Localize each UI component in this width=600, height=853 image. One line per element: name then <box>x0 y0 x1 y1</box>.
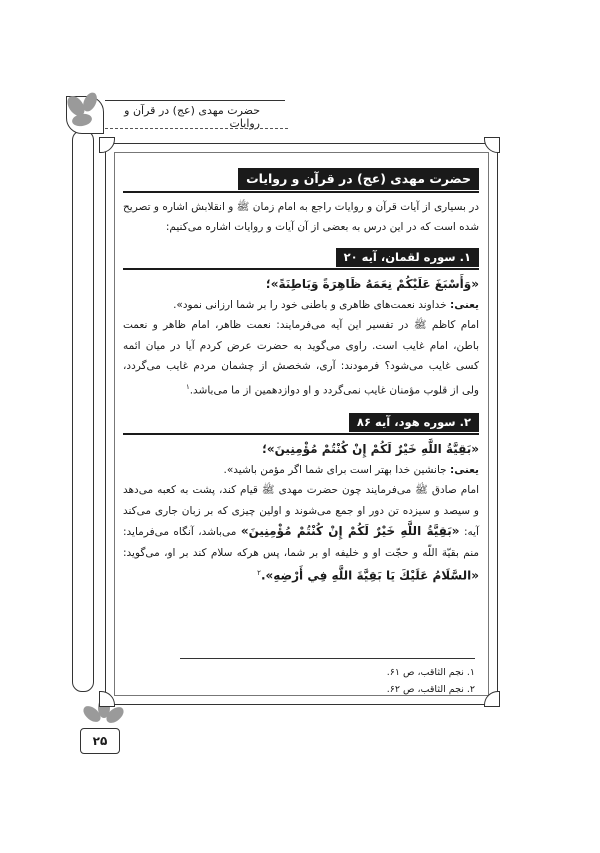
section-heading-bar <box>123 413 479 436</box>
meaning-line <box>123 295 479 316</box>
running-head: حضرت مهدی (عج) در قرآن و روایات <box>124 104 260 130</box>
inline-verse: «بَقِيَّةُ اللَّهِ خَيْرٌ لَكُمْ إِنْ كُنْتُمْ مُؤْمِنِينَ» <box>240 524 460 538</box>
footnotes <box>180 664 475 698</box>
footnote-mark: ۱ <box>185 382 190 391</box>
meaning-label: یعنی: <box>450 298 479 311</box>
body-paragraph <box>123 480 479 587</box>
quran-verse: «وَأَسْبَغَ عَلَيْكُمْ نِعَمَهُ ظَاهِرَةً وَبَاطِنَةً»؛ <box>265 277 479 291</box>
body-paragraph <box>123 315 479 401</box>
footnote-item: ۲. نجم الثاقب، ص ۶۲. <box>386 684 475 695</box>
section-heading: ۲. سوره هود، آیه ۸۶ <box>349 413 479 432</box>
section-title-bar <box>123 168 479 193</box>
quran-verse: «بَقِيَّةُ اللَّهِ خَيْرٌ لَكُمْ إِنْ كُنْتُمْ مُؤْمِنِينَ»؛ <box>262 442 479 456</box>
body-text: امام کاظم ﷺ در تفسیر این آیه می‌فرمایند: نعمت ظاهر، امام ظاهر و نعمت باطن، امام غایب است. راوی می‌گوید به حضرت عرض کردم آیا در میان ائمه کسی غایب می‌شود؟ فرمودند: آری، شخصش از چشمان مردم غایب می‌گردد، ولی از قلوب مؤمنان غایب نمی‌گردد و او دوازدهمین از ما می‌باشد. <box>123 319 479 396</box>
leaf-ornament-icon <box>60 88 110 138</box>
intro-paragraph: در بسیاری از آیات قرآن و روایات راجع به امام زمان ﷺ و انقلابش اشاره و تصریح شده است که در این درس به بعضی از آن آیات و روایات اشاره می‌کنیم: <box>123 200 479 233</box>
decorative-side-bar <box>72 130 94 692</box>
body-text: امام صادق ﷺ می‌فرمایند چون حضرت مهدی ﷺ قیام کند، پشت به کعبه می‌دهد و سیصد و سیزده تن دور او جمع می‌شوند و اولین چیزی که بر زبان جاری می‌کند آیه: <box>123 484 479 538</box>
running-head-rule <box>105 100 285 101</box>
meaning-text: خداوند نعمت‌های ظاهری و باطنی خود را بر شما ارزانی نمود». <box>173 298 447 311</box>
page-content <box>123 160 479 587</box>
section-title: حضرت مهدی (عج) در قرآن و روایات <box>238 168 479 190</box>
footnote-item: ۱. نجم الثاقب، ص ۶۱. <box>386 667 475 678</box>
running-head-dashed-rule <box>105 128 288 129</box>
body-text: می‌باشد، آنگاه می‌فرماید: منم بقیّة اللّه و حجّت او و خلیفه او بر شما، پس هرکه سلام کند بر او، می‌گوید: <box>123 526 479 559</box>
inline-verse: «السَّلَامُ عَلَيْكَ يَا بَقِيَّةَ اللَّهِ فِي أَرْضِهِ». <box>260 568 479 583</box>
meaning-label: یعنی: <box>450 463 479 476</box>
section-heading-bar <box>123 248 479 271</box>
footnote-rule <box>180 658 475 659</box>
footnote-mark: ۲ <box>257 569 261 577</box>
meaning-line <box>123 460 479 481</box>
section-heading: ۱. سوره لقمان، آیه ۲۰ <box>336 248 479 267</box>
page-number: ۲۵ <box>80 728 120 754</box>
meaning-text: جانشین خدا بهتر است برای شما اگر مؤمن باشید». <box>223 463 447 476</box>
